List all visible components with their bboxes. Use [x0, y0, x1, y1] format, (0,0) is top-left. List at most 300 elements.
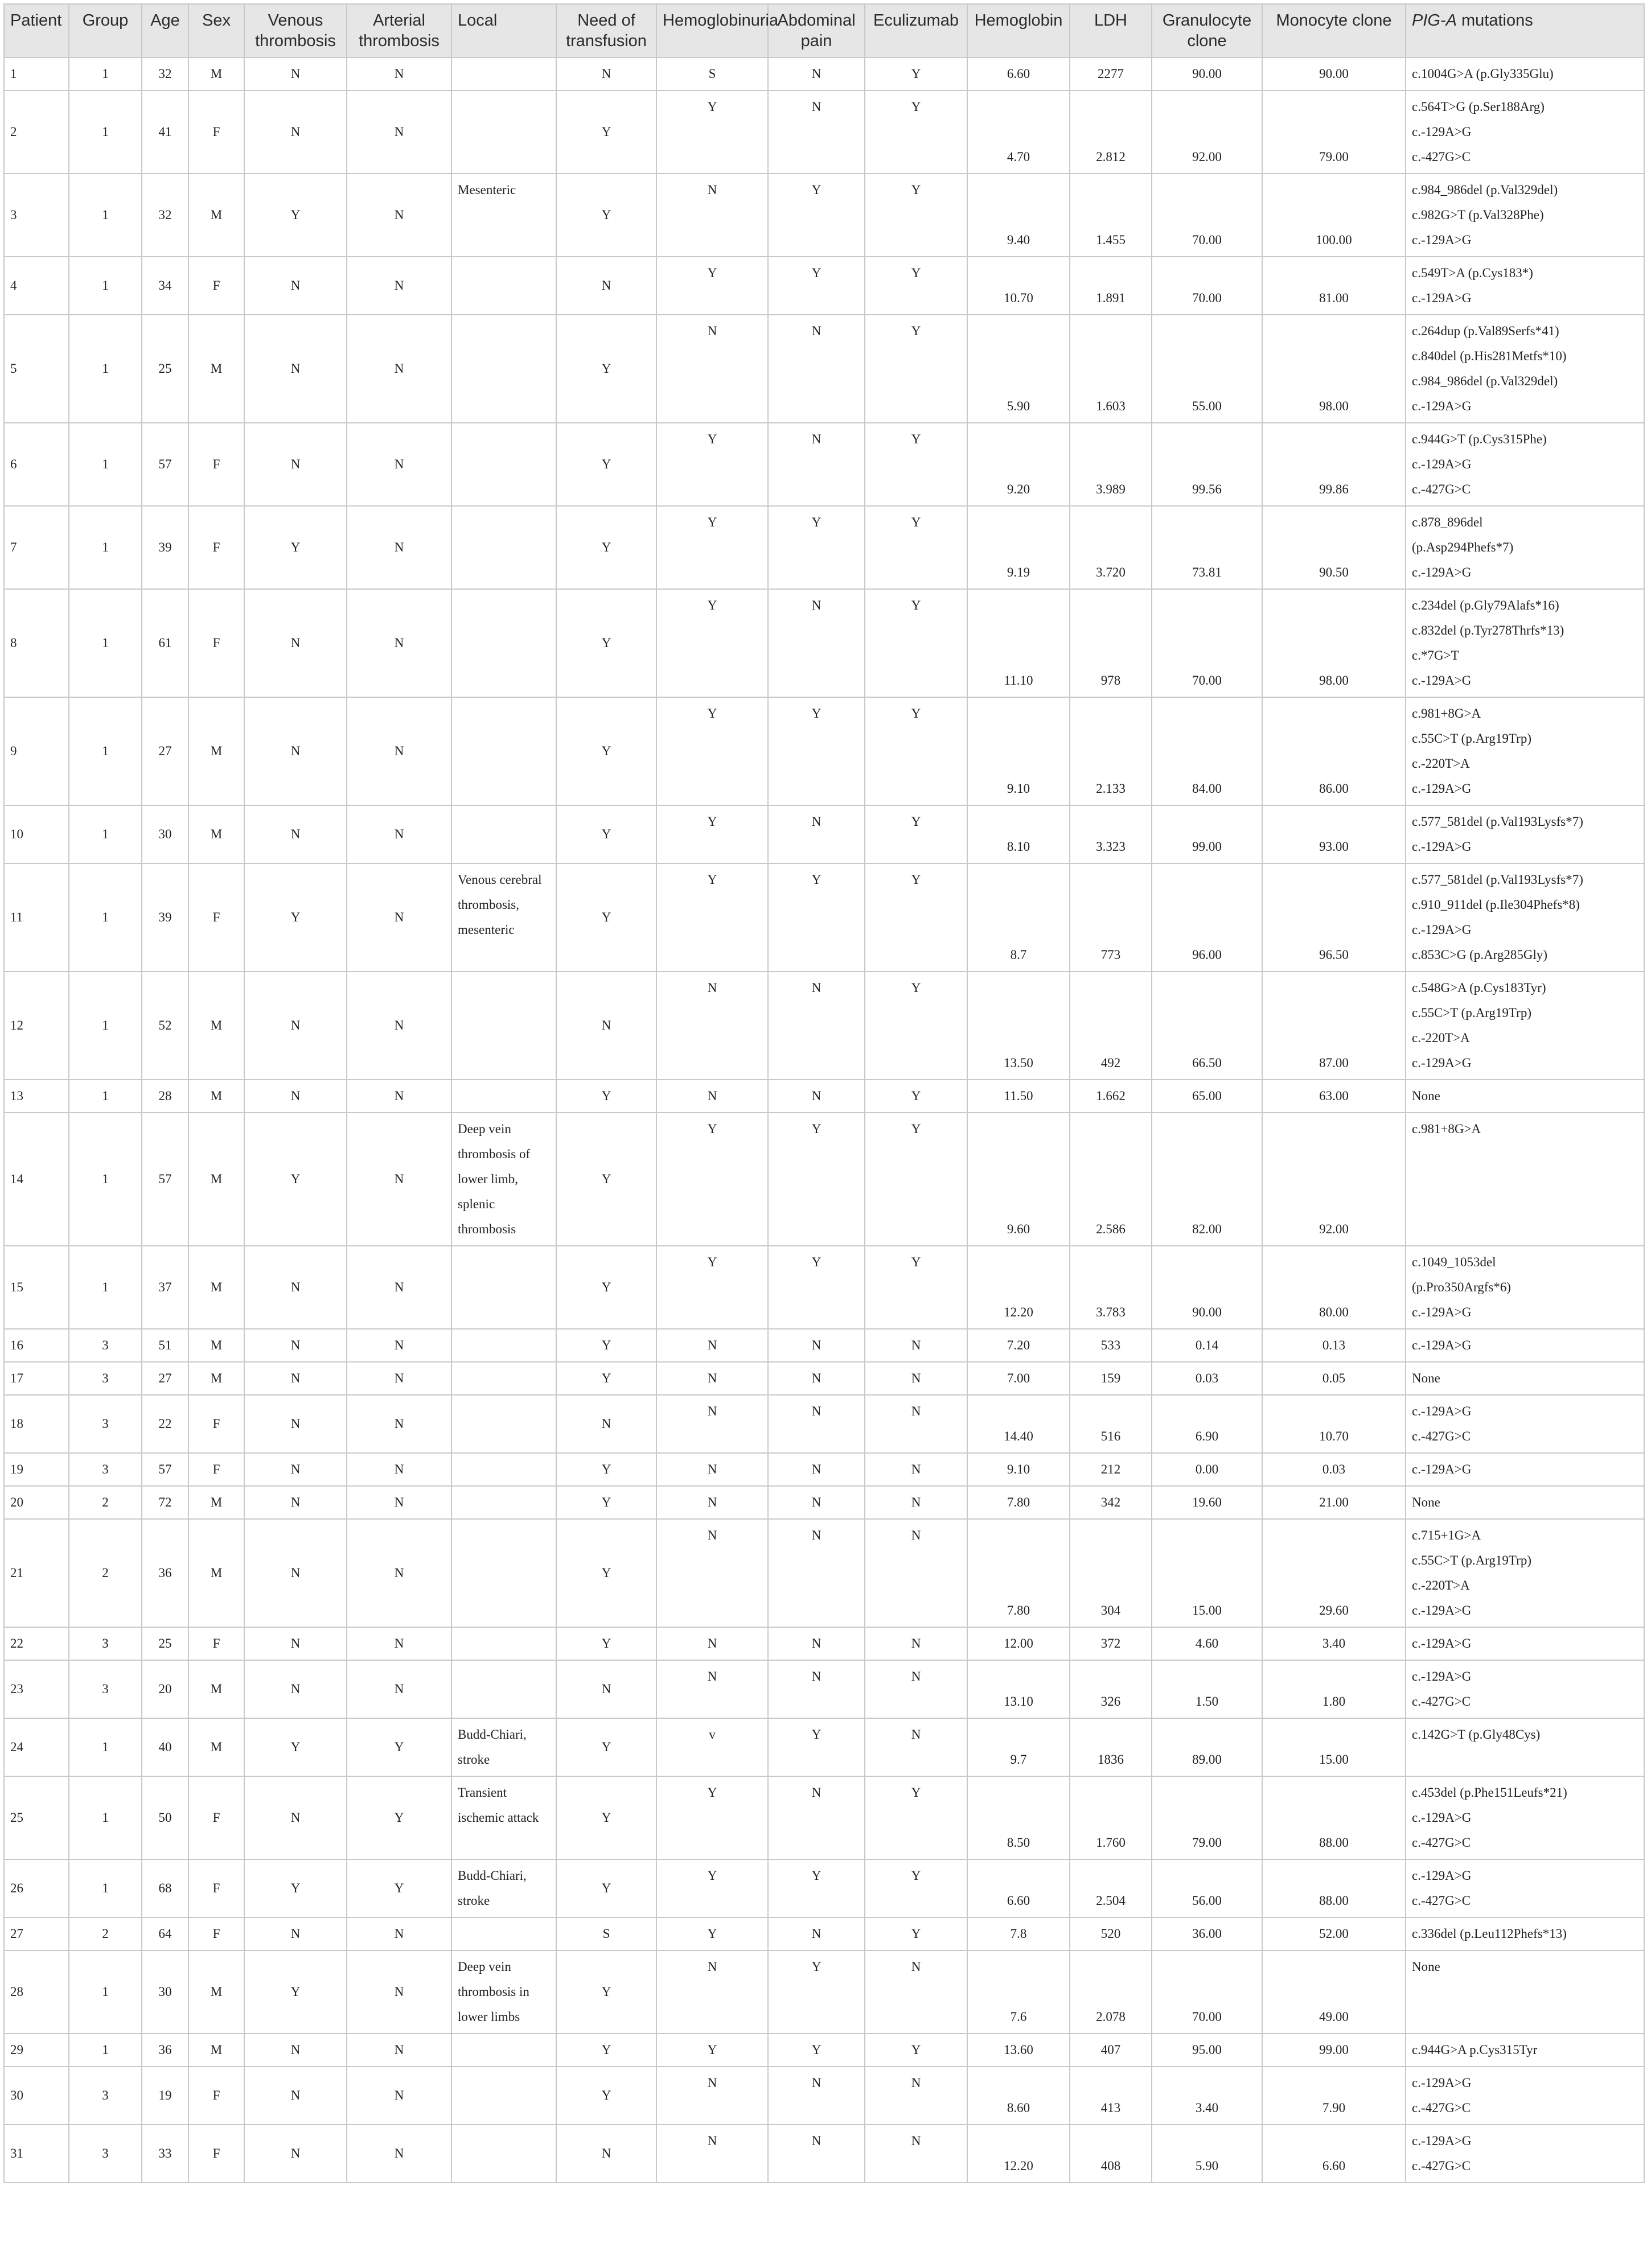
table-row: [4, 2034, 1644, 2067]
cell-abdominal: [768, 1486, 865, 1519]
cell-venous: [244, 506, 347, 589]
cell-venous: [244, 1859, 347, 1917]
eculizumab-value: N: [911, 1636, 921, 1650]
ldh-value: 408: [1100, 2159, 1121, 2173]
ldh-value: 326: [1100, 1694, 1121, 1709]
cell-group: [69, 1627, 142, 1660]
mutations-line: c.*7G>T: [1412, 648, 1459, 662]
group-value: 3: [102, 1636, 109, 1650]
cell-eculizumab: [865, 589, 967, 697]
cell-sex: [188, 697, 244, 805]
arterial-value: N: [394, 2088, 404, 2102]
cell-mutations: [1406, 2067, 1644, 2125]
sex-value: F: [212, 1462, 220, 1476]
cell-local: [451, 57, 556, 90]
cell-age: [142, 90, 188, 174]
cell-abdominal: [768, 2034, 865, 2067]
cell-venous: [244, 423, 347, 506]
age-value: 40: [158, 1740, 172, 1754]
patient-value: 2: [10, 125, 17, 139]
local-line: Transient: [458, 1785, 507, 1800]
transfusion-value: Y: [601, 1462, 611, 1476]
cell-sex: [188, 1080, 244, 1113]
granulocyte-value: 65.00: [1192, 1089, 1222, 1103]
cell-venous: [244, 2034, 347, 2067]
mutations-line: c.55C>T (p.Arg19Trp): [1412, 1553, 1531, 1567]
group-value: 1: [102, 636, 109, 650]
venous-value: Y: [290, 1985, 301, 1999]
cell-patient: [4, 1950, 69, 2034]
mutations-line: c.981+8G>A: [1412, 706, 1481, 721]
eculizumab-value: Y: [911, 1089, 921, 1103]
cell-eculizumab: [865, 972, 967, 1080]
cell-group: [69, 589, 142, 697]
cell-abdominal: [768, 57, 865, 90]
cell-arterial: [347, 1917, 451, 1950]
cell-monocyte: [1262, 1113, 1406, 1246]
venous-value: N: [290, 744, 301, 758]
cell-venous: [244, 257, 347, 315]
sex-value: F: [212, 1417, 220, 1431]
cell-group: [69, 1080, 142, 1113]
patient-value: 16: [10, 1338, 23, 1352]
cell-transfusion: [556, 423, 656, 506]
transfusion-value: N: [601, 1682, 611, 1696]
eculizumab-value: N: [911, 1495, 921, 1509]
arterial-value: N: [394, 1462, 404, 1476]
cell-granulocyte: [1152, 2067, 1262, 2125]
cell-venous: [244, 1519, 347, 1627]
mutations-line: c.-129A>G: [1412, 457, 1472, 471]
cell-hemoglobinuria: [656, 697, 768, 805]
cell-granulocyte: [1152, 1395, 1262, 1453]
cell-arterial: [347, 1395, 451, 1453]
mutations-line: c.264dup (p.Val89Serfs*41): [1412, 324, 1559, 338]
cell-hemoglobin: [967, 1395, 1070, 1453]
age-value: 61: [158, 636, 172, 650]
hemoglobinuria-value: N: [707, 1371, 717, 1385]
transfusion-value: N: [601, 278, 611, 293]
cell-sex: [188, 90, 244, 174]
cell-eculizumab: [865, 1660, 967, 1718]
cell-mutations: [1406, 1246, 1644, 1329]
cell-abdominal: [768, 589, 865, 697]
group-value: 1: [102, 67, 109, 81]
cell-hemoglobin: [967, 90, 1070, 174]
cell-ldh: [1070, 2125, 1152, 2183]
cell-hemoglobin: [967, 1776, 1070, 1859]
cell-age: [142, 2067, 188, 2125]
local-line: thrombosis: [458, 1222, 516, 1236]
hemoglobinuria-value: N: [707, 1636, 717, 1650]
hemoglobinuria-value: Y: [707, 872, 717, 887]
venous-value: Y: [290, 910, 301, 924]
cell-ldh: [1070, 1776, 1152, 1859]
table-row: [4, 1113, 1644, 1246]
hemoglobinuria-value: S: [708, 67, 716, 81]
abdominal-value: N: [811, 1089, 822, 1103]
cell-group: [69, 1519, 142, 1627]
granulocyte-value: 36.00: [1192, 1927, 1222, 1941]
cell-hemoglobinuria: [656, 257, 768, 315]
patient-value: 20: [10, 1495, 23, 1509]
sex-value: F: [212, 1636, 220, 1650]
granulocyte-value: 56.00: [1192, 1894, 1222, 1908]
monocyte-value: 100.00: [1316, 233, 1352, 247]
mutations-line: c.-129A>G: [1412, 1669, 1472, 1683]
hemoglobinuria-value: Y: [707, 1255, 717, 1269]
cell-venous: [244, 1718, 347, 1776]
granulocyte-value: 0.00: [1195, 1462, 1219, 1476]
cell-patient: [4, 1113, 69, 1246]
hemoglobinuria-value: Y: [707, 515, 717, 529]
mutations-line: c.-220T>A: [1412, 756, 1470, 771]
table-row: [4, 1660, 1644, 1718]
header-pig-a-gene: PIG-A: [1412, 11, 1457, 30]
table-row: [4, 697, 1644, 805]
age-value: 32: [158, 208, 172, 222]
cell-group: [69, 1776, 142, 1859]
cell-hemoglobin: [967, 2034, 1070, 2067]
cell-monocyte: [1262, 1627, 1406, 1660]
arterial-value: N: [394, 1566, 404, 1580]
patient-value: 19: [10, 1462, 23, 1476]
granulocyte-value: 99.00: [1192, 839, 1222, 854]
cell-patient: [4, 90, 69, 174]
hemoglobinuria-value: Y: [707, 432, 717, 446]
sex-value: F: [212, 2088, 220, 2102]
cell-venous: [244, 1080, 347, 1113]
cell-patient: [4, 1329, 69, 1362]
cell-ldh: [1070, 1486, 1152, 1519]
venous-value: N: [290, 1089, 301, 1103]
sex-value: F: [212, 540, 220, 554]
cell-mutations: [1406, 1486, 1644, 1519]
cell-hemoglobinuria: [656, 506, 768, 589]
cell-arterial: [347, 1718, 451, 1776]
sex-value: F: [212, 125, 220, 139]
sex-value: F: [212, 1881, 220, 1895]
cell-abdominal: [768, 1453, 865, 1486]
patient-value: 8: [10, 636, 17, 650]
sex-value: M: [210, 1371, 223, 1385]
patient-data-table: [3, 3, 1645, 2183]
sex-value: M: [210, 1089, 223, 1103]
cell-granulocyte: [1152, 315, 1262, 423]
table-row: [4, 2125, 1644, 2183]
hemoglobin-value: 7.80: [1007, 1603, 1030, 1617]
patient-value: 31: [10, 2146, 23, 2160]
group-value: 1: [102, 1018, 109, 1032]
cell-hemoglobin: [967, 57, 1070, 90]
cell-group: [69, 1113, 142, 1246]
cell-mutations: [1406, 506, 1644, 589]
cell-venous: [244, 2067, 347, 2125]
monocyte-value: 99.00: [1319, 2043, 1349, 2057]
arterial-value: N: [394, 1280, 404, 1294]
cell-ldh: [1070, 972, 1152, 1080]
patient-value: 5: [10, 361, 17, 376]
cell-sex: [188, 1917, 244, 1950]
transfusion-value: Y: [601, 1881, 611, 1895]
cell-patient: [4, 257, 69, 315]
eculizumab-value: Y: [911, 1868, 921, 1883]
cell-hemoglobin: [967, 1246, 1070, 1329]
cell-age: [142, 1246, 188, 1329]
table-row: [4, 1362, 1644, 1395]
mutations-line: c.564T>G (p.Ser188Arg): [1412, 100, 1545, 114]
cell-mutations: [1406, 1362, 1644, 1395]
cell-venous: [244, 1113, 347, 1246]
cell-eculizumab: [865, 257, 967, 315]
cell-hemoglobinuria: [656, 1917, 768, 1950]
cell-ldh: [1070, 57, 1152, 90]
abdominal-value: N: [811, 598, 822, 612]
venous-value: N: [290, 2088, 301, 2102]
venous-value: Y: [290, 1172, 301, 1186]
hemoglobin-value: 6.60: [1007, 67, 1030, 81]
granulocyte-value: 70.00: [1192, 291, 1222, 305]
venous-value: N: [290, 1338, 301, 1352]
cell-ldh: [1070, 257, 1152, 315]
cell-patient: [4, 1718, 69, 1776]
sex-value: M: [210, 1985, 223, 1999]
hemoglobin-value: 11.10: [1004, 673, 1033, 688]
ldh-value: 492: [1100, 1056, 1121, 1070]
venous-value: N: [290, 125, 301, 139]
mutations-line: c.-427G>C: [1412, 150, 1471, 164]
cell-ldh: [1070, 697, 1152, 805]
cell-patient: [4, 1859, 69, 1917]
hemoglobin-value: 8.7: [1010, 948, 1027, 962]
header-local: Local: [451, 4, 556, 57]
mutations-line: c.-129A>G: [1412, 781, 1472, 796]
sex-value: M: [210, 1682, 223, 1696]
cell-venous: [244, 1486, 347, 1519]
arterial-value: N: [394, 1172, 404, 1186]
transfusion-value: Y: [601, 827, 611, 841]
cell-venous: [244, 1329, 347, 1362]
abdominal-value: Y: [811, 1960, 822, 1974]
local-line: Budd-Chiari,: [458, 1868, 527, 1883]
cell-ldh: [1070, 90, 1152, 174]
abdominal-value: Y: [811, 1868, 822, 1883]
mutations-line: c.-220T>A: [1412, 1031, 1470, 1045]
mutations-line: c.336del (p.Leu112Phefs*13): [1412, 1927, 1567, 1941]
cell-granulocyte: [1152, 1660, 1262, 1718]
cell-age: [142, 1950, 188, 2034]
cell-group: [69, 1395, 142, 1453]
transfusion-value: Y: [601, 1338, 611, 1352]
cell-transfusion: [556, 315, 656, 423]
mutations-line: c.-427G>C: [1412, 2159, 1471, 2173]
monocyte-value: 98.00: [1319, 673, 1349, 688]
cell-abdominal: [768, 1329, 865, 1362]
cell-arterial: [347, 57, 451, 90]
cell-local: [451, 1718, 556, 1776]
mutations-line: c.142G>T (p.Gly48Cys): [1412, 1727, 1541, 1742]
cell-group: [69, 174, 142, 257]
eculizumab-value: Y: [911, 1122, 921, 1136]
cell-mutations: [1406, 90, 1644, 174]
cell-arterial: [347, 1859, 451, 1917]
transfusion-value: Y: [601, 1566, 611, 1580]
hemoglobinuria-value: N: [707, 1669, 717, 1683]
cell-ldh: [1070, 1627, 1152, 1660]
cell-sex: [188, 257, 244, 315]
cell-transfusion: [556, 2034, 656, 2067]
cell-local: [451, 1080, 556, 1113]
cell-abdominal: [768, 2067, 865, 2125]
ldh-value: 3.720: [1096, 565, 1126, 579]
cell-ldh: [1070, 1080, 1152, 1113]
group-value: 3: [102, 1682, 109, 1696]
header-granulocyte-line-1: Granulocyte: [1162, 11, 1252, 30]
cell-transfusion: [556, 257, 656, 315]
granulocyte-value: 90.00: [1192, 1305, 1222, 1319]
monocyte-value: 81.00: [1319, 291, 1349, 305]
ldh-value: 1.891: [1096, 291, 1126, 305]
patient-value: 17: [10, 1371, 23, 1385]
cell-abdominal: [768, 1113, 865, 1246]
cell-group: [69, 1329, 142, 1362]
cell-local: [451, 1627, 556, 1660]
header-granulocyte-line-2: clone: [1187, 32, 1227, 50]
cell-transfusion: [556, 57, 656, 90]
cell-abdominal: [768, 1776, 865, 1859]
table-row: [4, 1859, 1644, 1917]
mutations-line: None: [1412, 1495, 1440, 1509]
monocyte-value: 10.70: [1319, 1429, 1349, 1443]
sex-value: F: [212, 457, 220, 471]
age-value: 57: [158, 457, 172, 471]
cell-patient: [4, 1362, 69, 1395]
hemoglobin-value: 8.60: [1007, 2101, 1030, 2115]
group-value: 3: [102, 2088, 109, 2102]
table-row: [4, 423, 1644, 506]
cell-transfusion: [556, 2125, 656, 2183]
cell-eculizumab: [865, 1627, 967, 1660]
venous-value: N: [290, 457, 301, 471]
cell-local: [451, 1519, 556, 1627]
patient-value: 26: [10, 1881, 23, 1895]
granulocyte-value: 5.90: [1195, 2159, 1219, 2173]
group-value: 1: [102, 910, 109, 924]
mutations-line: c.1049_1053del: [1412, 1255, 1496, 1269]
abdominal-value: N: [811, 1462, 822, 1476]
monocyte-value: 0.13: [1322, 1338, 1346, 1352]
hemoglobin-value: 14.40: [1004, 1429, 1033, 1443]
cell-monocyte: [1262, 1776, 1406, 1859]
eculizumab-value: Y: [911, 598, 921, 612]
cell-transfusion: [556, 2067, 656, 2125]
cell-age: [142, 972, 188, 1080]
abdominal-value: N: [811, 1371, 822, 1385]
hemoglobinuria-value: N: [707, 1528, 717, 1542]
cell-transfusion: [556, 697, 656, 805]
granulocyte-value: 3.40: [1195, 2101, 1219, 2115]
monocyte-value: 0.05: [1322, 1371, 1346, 1385]
table-row: [4, 90, 1644, 174]
table-row: [4, 1718, 1644, 1776]
table-row: [4, 1329, 1644, 1362]
group-value: 1: [102, 744, 109, 758]
group-value: 1: [102, 361, 109, 376]
cell-group: [69, 863, 142, 972]
monocyte-value: 96.50: [1319, 948, 1349, 962]
table-header: [4, 4, 1644, 57]
mutations-line: c.55C>T (p.Arg19Trp): [1412, 1006, 1531, 1020]
eculizumab-value: N: [911, 1338, 921, 1352]
eculizumab-value: Y: [911, 981, 921, 995]
age-value: 33: [158, 2146, 172, 2160]
patient-value: 22: [10, 1636, 23, 1650]
hemoglobinuria-value: N: [707, 1338, 717, 1352]
patient-value: 28: [10, 1985, 23, 1999]
cell-granulocyte: [1152, 863, 1262, 972]
table-row: [4, 1950, 1644, 2034]
venous-value: N: [290, 1495, 301, 1509]
granulocyte-value: 92.00: [1192, 150, 1222, 164]
eculizumab-value: N: [911, 1669, 921, 1683]
eculizumab-value: N: [911, 1404, 921, 1418]
cell-mutations: [1406, 57, 1644, 90]
transfusion-value: N: [601, 2146, 611, 2160]
cell-age: [142, 1859, 188, 1917]
local-line: thrombosis of: [458, 1147, 531, 1161]
hemoglobin-value: 7.6: [1010, 2010, 1027, 2024]
cell-transfusion: [556, 1917, 656, 1950]
cell-local: [451, 589, 556, 697]
cell-monocyte: [1262, 1486, 1406, 1519]
cell-mutations: [1406, 174, 1644, 257]
header-group: Group: [69, 4, 142, 57]
monocyte-value: 1.80: [1322, 1694, 1346, 1709]
mutations-line: c.-129A>G: [1412, 1462, 1472, 1476]
cell-arterial: [347, 972, 451, 1080]
group-value: 3: [102, 2146, 109, 2160]
cell-mutations: [1406, 1776, 1644, 1859]
header-patient: Patient: [4, 4, 69, 57]
age-value: 25: [158, 361, 172, 376]
cell-mutations: [1406, 697, 1644, 805]
cell-sex: [188, 423, 244, 506]
transfusion-value: Y: [601, 2088, 611, 2102]
cell-group: [69, 1486, 142, 1519]
header-abdominal-pain: [768, 4, 865, 57]
cell-mutations: [1406, 1329, 1644, 1362]
header-venous-line-2: thrombosis: [255, 32, 336, 50]
mutations-line: c.-129A>G: [1412, 291, 1472, 305]
arterial-value: N: [394, 361, 404, 376]
cell-eculizumab: [865, 1917, 967, 1950]
eculizumab-value: Y: [911, 515, 921, 529]
cell-patient: [4, 2125, 69, 2183]
mutations-line: c.878_896del: [1412, 515, 1483, 529]
ldh-value: 413: [1100, 2101, 1121, 2115]
cell-granulocyte: [1152, 972, 1262, 1080]
arterial-value: N: [394, 910, 404, 924]
cell-hemoglobinuria: [656, 315, 768, 423]
ldh-value: 159: [1100, 1371, 1121, 1385]
venous-value: Y: [290, 1881, 301, 1895]
header-transfusion-line-2: transfusion: [566, 32, 647, 50]
mutations-line: c.1004G>A (p.Gly335Glu): [1412, 67, 1554, 81]
cell-transfusion: [556, 1329, 656, 1362]
cell-sex: [188, 2125, 244, 2183]
mutations-line: c.984_986del (p.Val329del): [1412, 374, 1558, 388]
arterial-value: N: [394, 278, 404, 293]
